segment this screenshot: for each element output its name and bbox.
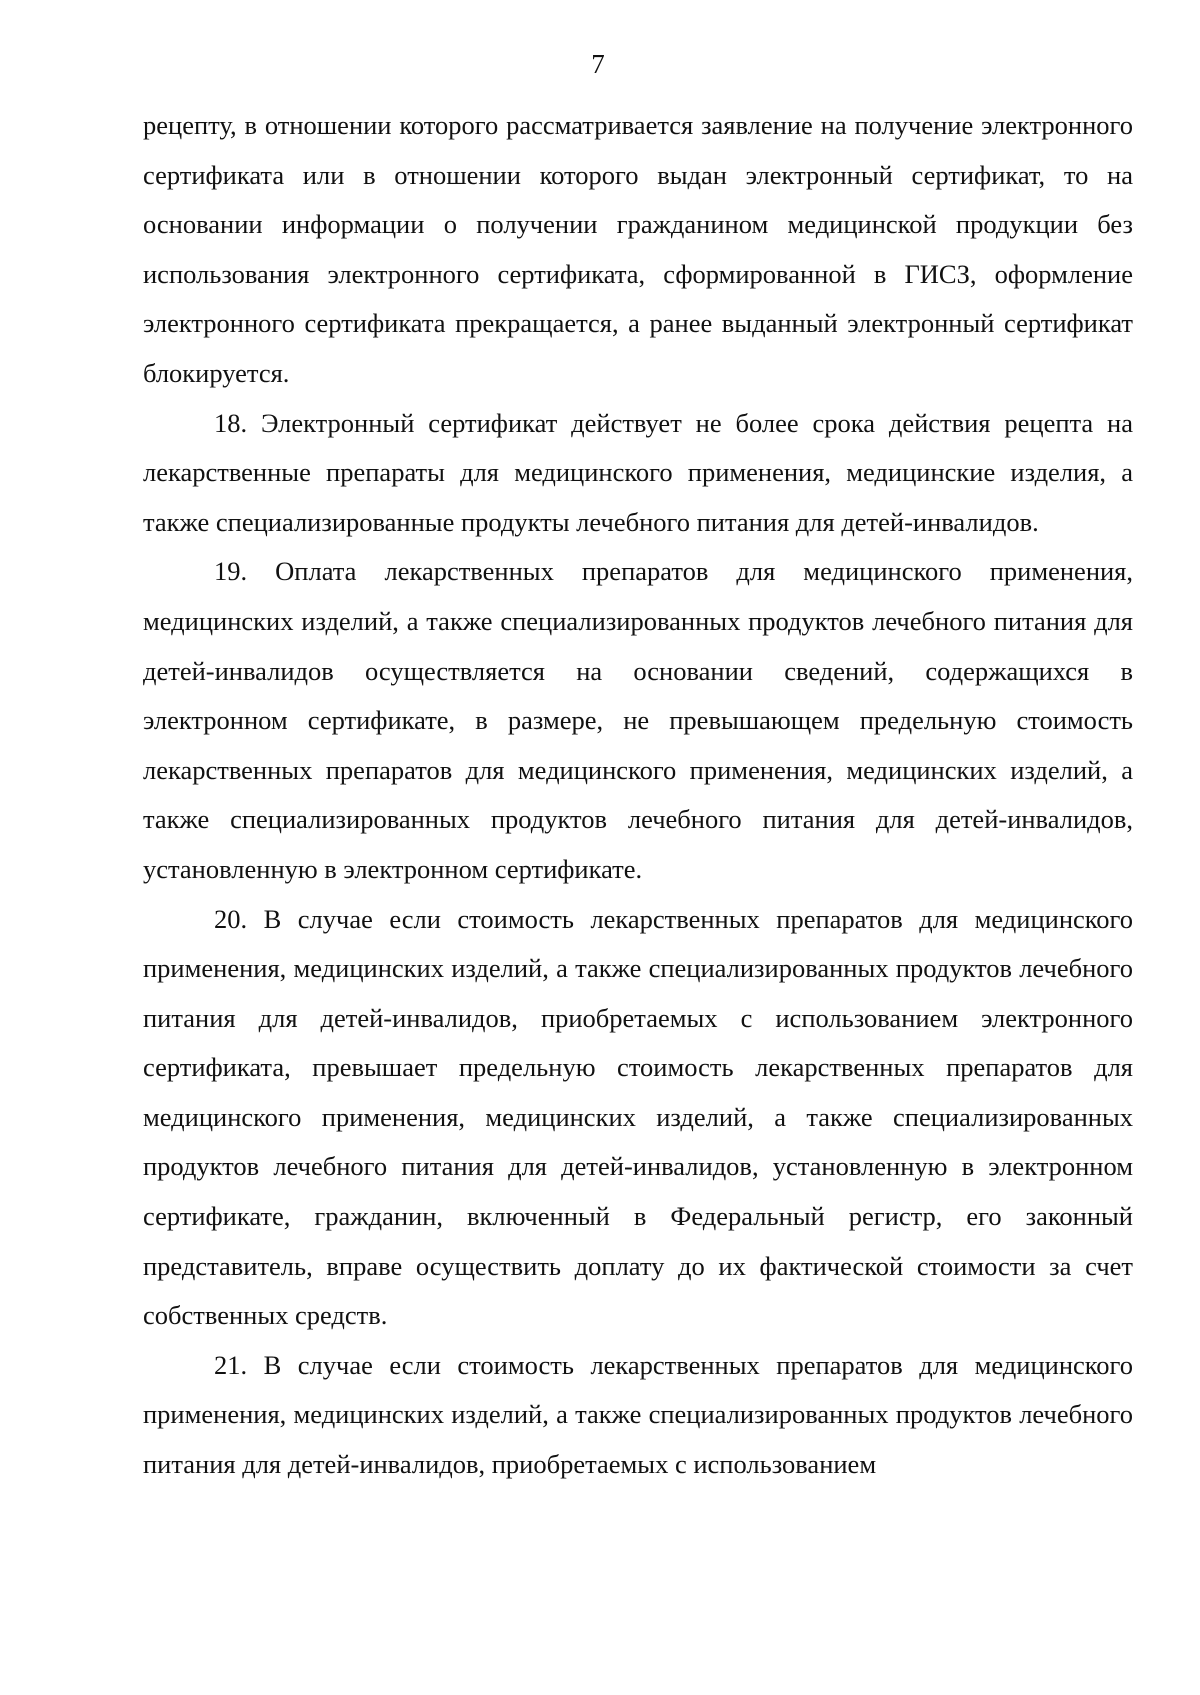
paragraph-21: 21. В случае если стоимость лекарственных препаратов для медицинского применения, медицинских изделий, а также специализированных продуктов лечебного питания для детей-инвалидов, приобретаемых с использованием	[143, 1349, 1133, 1480]
paragraph-20: 20. В случае если стоимость лекарственных препаратов для медицинского применения, медицинских изделий, а также специализированных продуктов лечебного питания для детей-инвалидов, приобретаемых с использованием электронного сертификата, превышает предельную стоимость лекарственных препаратов для медицинского применения, медицинских изделий, а также специализированных продуктов лечебного питания для детей-инвалидов, установленную в электронном сертификате, гражданин, включенный в Федеральный регистр, его законный представитель, вправе осуществить доплату до их фактической стоимости за счет собственных средств.	[143, 903, 1133, 1331]
paragraph-18: 18. Электронный сертификат действует не более срока действия рецепта на лекарственные препараты для медицинского применения, медицинские изделия, а также специализированные продукты лечебного питания для детей-инвалидов.	[143, 407, 1133, 537]
paragraph-continuation: рецепту, в отношении которого рассматривается заявление на получение электронного сертификата или в отношении которого выдан электронный сертификат, то на основании информации о получении гражданином медицинской продукции без использования электронного сертификата, сформированной в ГИСЗ, оформление электронного сертификата прекращается, а ранее выданный электронный сертификат блокируется.	[143, 110, 1133, 388]
page-number: 7	[591, 49, 605, 79]
paragraph-19: 19. Оплата лекарственных препаратов для медицинского применения, медицинских изделий, а также специализированных продуктов лечебного питания для детей-инвалидов осуществляется на основании сведений, содержащихся в электронном сертификате, в размере, не превышающем предельную стоимость лекарственных препаратов для медицинского применения, медицинских изделий, а также специализированных продуктов лечебного питания для детей-инвалидов, установленную в электронном сертификате.	[143, 556, 1133, 884]
document-body	[143, 101, 1133, 1490]
